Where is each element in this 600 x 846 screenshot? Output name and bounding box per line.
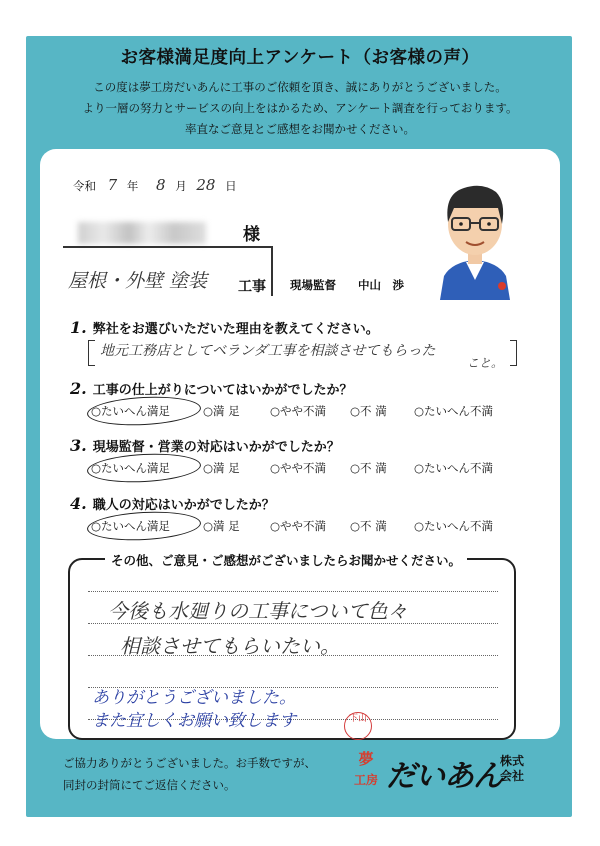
work-suffix: 工事: [238, 279, 266, 295]
option-dissatisfied[interactable]: ○不 満: [350, 519, 387, 533]
intro-line-1: この度は夢工房だいあんに工事のご依頼を頂き、誠にありがとうございました。: [93, 80, 507, 94]
date-era: 令和: [73, 179, 96, 193]
question-1-answer: 地元工務店としてベランダ工事を相談させてもらった: [100, 343, 436, 359]
customer-name-blurred: [78, 222, 206, 244]
date-year: 7: [107, 176, 118, 194]
logo-brand: だいあん: [386, 759, 502, 794]
supervisor-name: 中山 渉: [358, 278, 404, 292]
question-2-text: 工事の仕上がりについてはいかがでしたか？: [92, 383, 353, 398]
thanks-line-2: 同封の封筒にてご返信ください。: [63, 778, 236, 792]
date-day: 28: [196, 176, 216, 194]
date-month: 8: [156, 176, 166, 194]
date-year-unit: 年: [126, 179, 139, 193]
question-4: [70, 494, 275, 513]
question-4-number: 4.: [70, 494, 87, 513]
question-1-text: 弊社をお選びいただいた理由を教えてください。: [92, 322, 379, 337]
comment-line-1: 今後も水廻りの工事について色々: [108, 599, 408, 623]
option-very-satisfied[interactable]: ○たいへん満足: [91, 461, 171, 475]
question-4-text: 職人の対応はいかがでしたか？: [92, 498, 275, 513]
company-logo: [350, 749, 540, 793]
question-3: [70, 436, 340, 455]
logo-kabushiki: [500, 754, 524, 784]
option-dissatisfied[interactable]: ○不 満: [350, 461, 387, 475]
honorific: 様: [243, 225, 260, 245]
comment-heading: その他、ご意見・ご感想がございましたらお聞かせください。: [105, 551, 467, 569]
comment-line-2: 相談させてもらいたい。: [120, 634, 340, 658]
option-satisfied[interactable]: ○満 足: [203, 519, 240, 533]
thanks-line-1: ご協力ありがとうございました。お手数ですが、: [63, 756, 316, 770]
question-1-answer-cont: こと。: [467, 356, 504, 370]
logo-yume: 夢: [358, 750, 374, 768]
intro-line-2: より一層の努力とサービスの向上をはかるため、アンケート調査を行っております。: [82, 101, 518, 115]
supervisor-label: 現場監督: [290, 278, 336, 292]
option-very-dissatisfied[interactable]: ○たいへん不満: [414, 404, 494, 418]
option-satisfied[interactable]: ○満 足: [203, 404, 240, 418]
option-very-dissatisfied[interactable]: ○たいへん不満: [414, 519, 494, 533]
logo-mark: [350, 749, 382, 793]
question-1-number: 1.: [70, 318, 87, 337]
option-slightly-dissatisfied[interactable]: ○やや不満: [270, 519, 327, 533]
date-row: [73, 176, 237, 194]
option-dissatisfied[interactable]: ○不 満: [350, 404, 387, 418]
question-2: [70, 379, 352, 398]
reply-line-2: また宜しくお願い致します: [92, 711, 296, 731]
answer-bracket-right: [510, 340, 517, 366]
intro-line-3: 率直なご意見とご感想をお聞かせください。: [185, 122, 415, 136]
question-3-number: 3.: [70, 436, 87, 455]
work-handwritten: 屋根・外壁 塗装: [68, 270, 208, 292]
option-satisfied[interactable]: ○満 足: [203, 461, 240, 475]
answer-bracket-left: [88, 340, 95, 366]
question-2-number: 2.: [70, 379, 87, 398]
option-very-dissatisfied[interactable]: ○たいへん不満: [414, 461, 494, 475]
logo-kabu-1: 株式: [500, 754, 525, 768]
question-3-text: 現場監督・営業の対応はいかがでしたか？: [92, 440, 340, 455]
name-stamp: 下山: [344, 712, 372, 740]
option-very-satisfied[interactable]: ○たいへん満足: [91, 404, 171, 418]
date-month-unit: 月: [175, 179, 187, 193]
question-1: [70, 318, 379, 337]
reply-line-1: ありがとうございました。: [92, 688, 296, 708]
option-slightly-dissatisfied[interactable]: ○やや不満: [270, 461, 327, 475]
option-slightly-dissatisfied[interactable]: ○やや不満: [270, 404, 327, 418]
option-very-satisfied[interactable]: ○たいへん満足: [91, 519, 171, 533]
survey-title: お客様満足度向上アンケート（お客様の声）: [120, 48, 480, 68]
date-day-unit: 日: [225, 179, 237, 193]
logo-kabu-2: 会社: [500, 769, 525, 783]
supervisor-avatar: [430, 168, 520, 300]
logo-kobo: 工房: [353, 773, 378, 787]
dotted-line: [88, 591, 498, 592]
